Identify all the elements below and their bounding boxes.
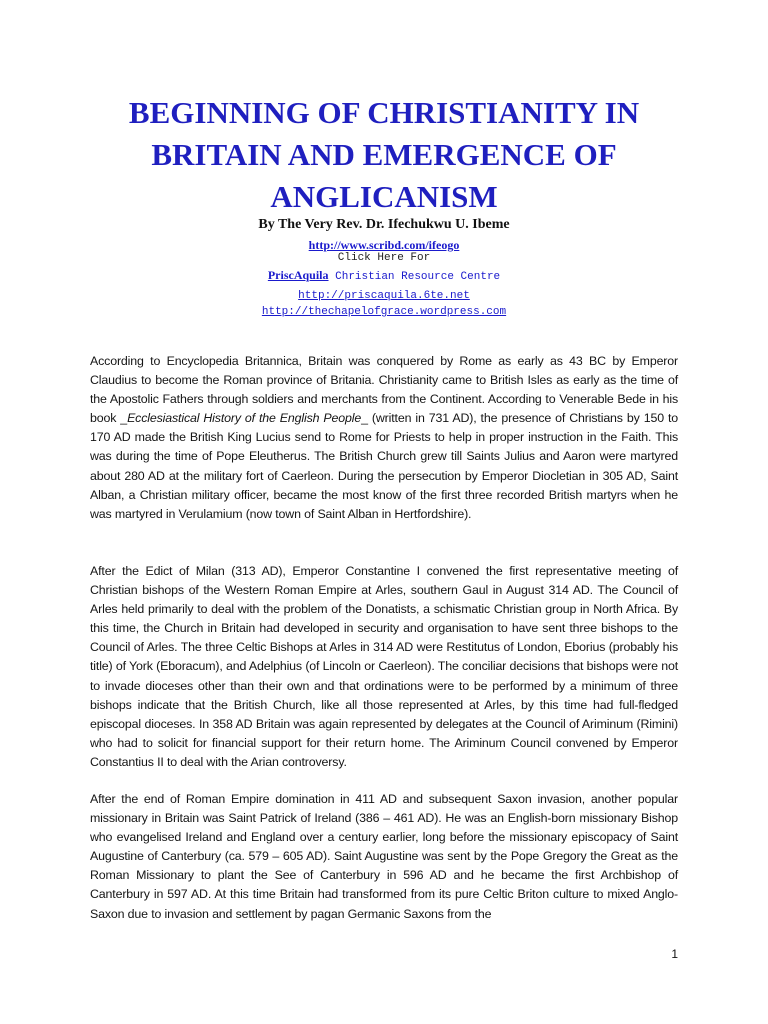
author-byline: By The Very Rev. Dr. Ifechukwu U. Ibeme: [258, 217, 510, 232]
click-here-text: Click Here For: [337, 252, 431, 264]
chapel-url-line: [0, 301, 768, 319]
book-title-italic: Ecclesiastical History of the English People: [127, 411, 362, 426]
chapel-url-link[interactable]: http://thechapelofgrace.wordpress.com: [261, 306, 507, 318]
paragraph-2: After the Edict of Milan (313 AD), Emperor Constantine I convened the first representative meeting of Christian bishops of the Western Roman Empire at Arles, southern Gaul in August 314 AD. The Council of Arles held primarily to deal with the problem of the Donatists, a schismatic Christian group in North Africa. By this time, the Church in Britain had developed in security and organisation to have sent three bishops to the Council of Arles. The three Celtic Bishops at Arles in 314 AD were Restitutus of London, Eborius (probably his title) of York (Eboracum), and Adelphius (of Lincoln or Caerleon). The conciliar decisions that bishops were not to invade dioceses other than their own and that ordinations were to be performed by a minimum of three bishops indicate that the British Church, like all those represented at Arles, by this time had full-fledged episcopal dioceses. In 358 AD Britain was again represented by delegates at the Council of Ariminum (Rimini) who had to solicit for financial support for their return home. The Ariminum Council convened by Emperor Constantius II to deal with the Arian controversy.: [90, 564, 678, 769]
priscaquila-url-link[interactable]: http://priscaquila.6te.net: [298, 290, 470, 302]
paragraph-1: [90, 352, 678, 524]
paragraph-1-part-b: _ (written in 731 AD), the presence of Christians by 150 to 170 AD made the British King Lucius send to Rome for Priests to help in proper instruction in the Faith. This was during the time of Pope Eleutherus. The British Church grew till Saints Julius and Aaron were martyred about 280 AD at the military fort of Caerleon. During the persecution by Emperor Diocletian in 305 AD, Saint Alban, a Christian military officer, became the most know of the first three recorded British martyrs when he was martyred in Verulamium (now town of Saint Alban in Hertfordshire).: [90, 411, 679, 521]
priscaquila-name-link[interactable]: PriscAquila: [267, 268, 329, 282]
scribd-link[interactable]: http://www.scribd.com/ifeogo: [308, 238, 460, 252]
title-line-1: BEGINNING OF CHRISTIANITY IN: [128, 95, 640, 130]
title-line-3: ANGLICANISM: [270, 179, 498, 214]
page-title: [60, 92, 708, 218]
priscaquila-line: [0, 268, 768, 283]
paragraph-3: After the end of Roman Empire domination in 411 AD and subsequent Saxon invasion, another popular missionary in Britain was Saint Patrick of Ireland (386 – 461 AD). He was an English-born missionary Bishop who evangelised Ireland and England over a century earlier, long before the missionary episcopacy of Saint Augustine of Canterbury (ca. 579 – 605 AD). Saint Augustine was sent by the Pope Gregory the Great as the Roman Missionary to plant the See of Canterbury in 596 AD and he became the first Archbishop of Canterbury in 597 AD. At this time Britain had transformed from its pure Celtic Briton culture to mixed Anglo-Saxon due to invasion and settlement by pagan Germanic Saxons from the: [90, 792, 678, 921]
page-number: 1: [671, 947, 678, 961]
title-line-2: BRITAIN AND EMERGENCE OF: [151, 137, 617, 172]
resource-centre-text: Christian Resource Centre: [328, 271, 501, 283]
paragraph-1-part-a: According to Encyclopedia Britannica, Britain was conquered by Rome as early as 43 BC by Emperor Claudius to become the Roman province of Britania. Christianity came to British Isles as early as the time of the Apostolic Fathers through soldiers and merchants from the Continent. According to Venerable Bede in his book _: [90, 354, 678, 426]
